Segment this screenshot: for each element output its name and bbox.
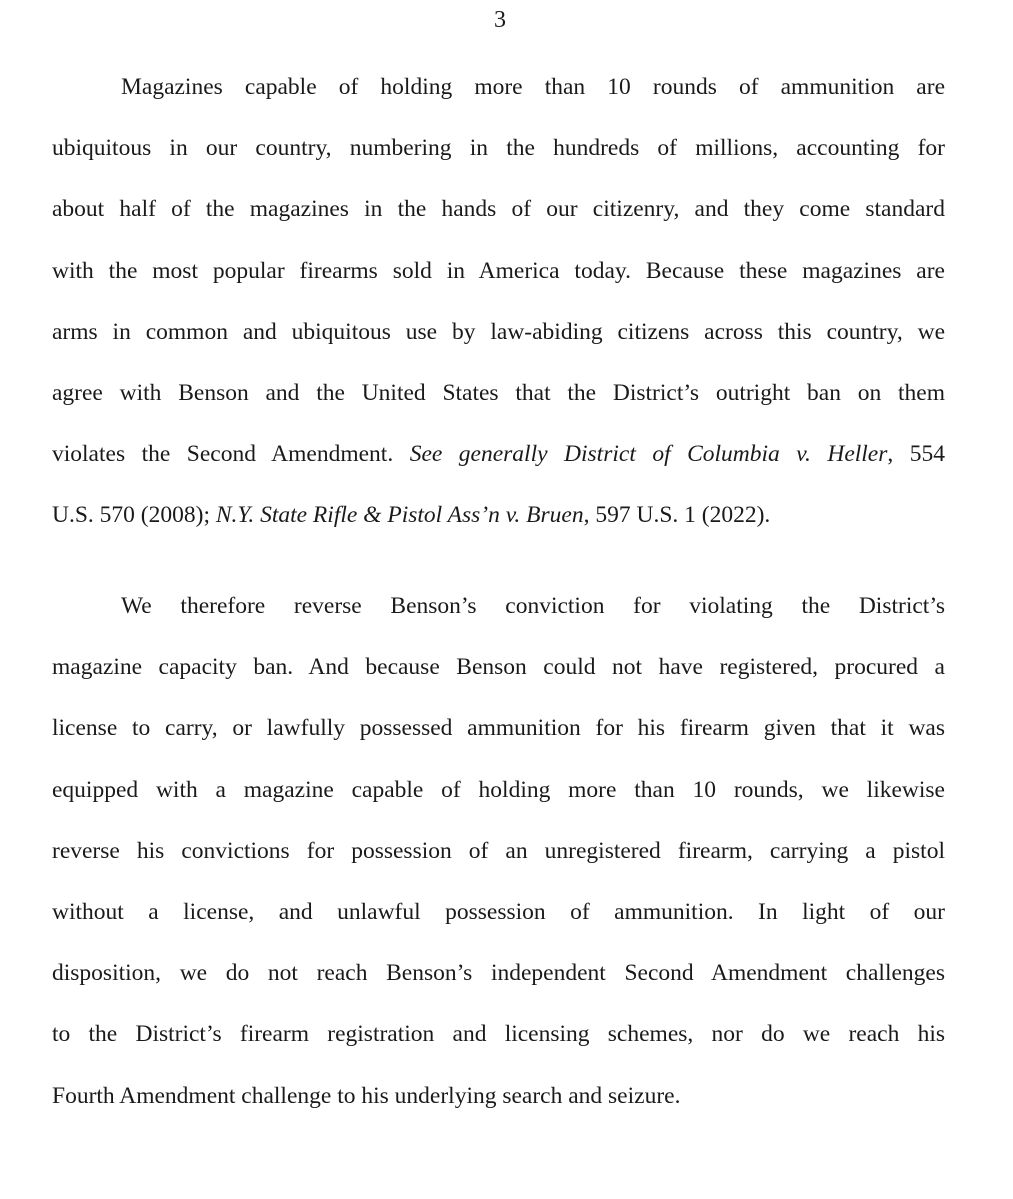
- paragraph-line: reverse his convictions for possession of an unregistered firearm, carrying a pistol: [52, 837, 945, 864]
- paragraph-line: ubiquitous in our country, numbering in the hundreds of millions, accounting for: [52, 135, 945, 162]
- paragraph-line: with the most popular firearms sold in America today. Because these magazines are: [52, 257, 945, 284]
- paragraph-1: [52, 72, 945, 562]
- paragraph-line: Magazines capable of holding more than 10 rounds of ammunition are: [121, 74, 945, 100]
- paragraph-line: Fourth Amendment challenge to his underlying search and seizure.: [52, 1082, 681, 1109]
- paragraph-line: without a license, and unlawful possession of ammunition. In light of our: [52, 898, 945, 925]
- paragraph-line: agree with Benson and the United States that the District’s outright ban on them: [52, 379, 945, 406]
- paragraph-2: [52, 591, 945, 1142]
- paragraph-line: disposition, we do not reach Benson’s independent Second Amendment challenges: [52, 960, 945, 987]
- paragraph-line: license to carry, or lawfully possessed ammunition for his firearm given that it was: [52, 715, 945, 742]
- paragraph-line: arms in common and ubiquitous use by law-abiding citizens across this country, we: [52, 318, 945, 345]
- citation-lead-text: U.S. 570 (2008);: [52, 502, 216, 529]
- citation-tail-text: , 597 U.S. 1 (2022).: [583, 502, 771, 529]
- case-citation-heller: See generally District of Columbia v. Heller: [409, 441, 888, 468]
- citation-lead-text: violates the Second Amendment.: [52, 441, 410, 468]
- paragraph-line: equipped with a magazine capable of holding more than 10 rounds, we likewise: [52, 776, 945, 803]
- page-number: 3: [494, 7, 506, 33]
- paragraph-line: We therefore reverse Benson’s conviction for violating the District’s: [121, 593, 945, 619]
- paragraph-line: magazine capacity ban. And because Benson could not have registered, procured a: [52, 654, 945, 681]
- paragraph-line-citation: [52, 500, 945, 561]
- paragraph-line: about half of the magazines in the hands of our citizenry, and they come standard: [52, 196, 945, 223]
- citation-tail-text: , 554: [887, 441, 945, 468]
- paragraph-line: to the District’s firearm registration and licensing schemes, nor do we reach his: [52, 1021, 945, 1048]
- case-citation-bruen: N.Y. State Rifle & Pistol Ass’n v. Bruen: [215, 502, 584, 529]
- paragraph-line-citation: [52, 439, 945, 500]
